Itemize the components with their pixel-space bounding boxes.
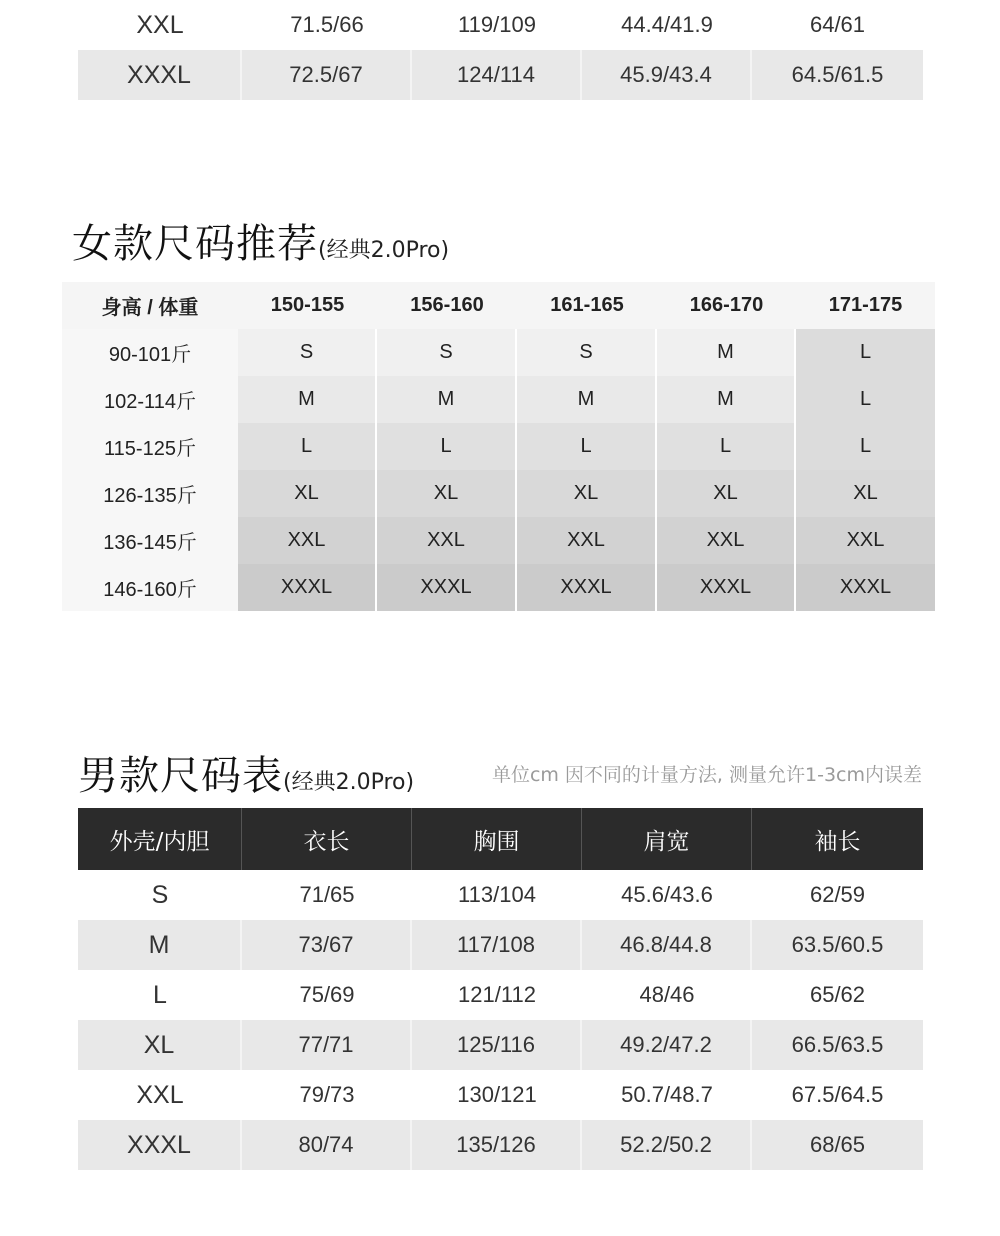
size-cell: S [377, 329, 517, 376]
header-cell-height: 171-175 [796, 282, 935, 329]
weight-label: 136-145斤 [62, 517, 238, 564]
table-row [78, 870, 923, 920]
table-row [62, 517, 935, 564]
women-recommendation-table [62, 282, 935, 611]
measurement-note: 单位cm 因不同的计量方法, 测量允许1-3cm内误差 [491, 764, 922, 786]
header-cell-height: 166-170 [657, 282, 796, 329]
men-title: 男款尺码表 [78, 753, 283, 799]
weight-label: 90-101斤 [62, 329, 238, 376]
sleeve-cell: 66.5/63.5 [752, 1020, 923, 1070]
length-cell: 77/71 [242, 1020, 412, 1070]
size-cell: XXL [136, 10, 184, 39]
size-cell: L [153, 980, 167, 1009]
sleeve-cell: 64/61 [809, 12, 866, 37]
length-cell: 72.5/67 [242, 50, 412, 100]
header-cell-height-weight: 身高 / 体重 [62, 282, 238, 329]
header-cell-sleeve: 袖长 [814, 828, 861, 855]
size-cell: XXL [136, 1080, 184, 1109]
table-row [62, 564, 935, 611]
men-size-table [78, 808, 923, 1170]
table-header-row [78, 808, 923, 870]
table-row [78, 1070, 923, 1120]
size-cell: M [238, 376, 377, 423]
header-cell-height: 156-160 [377, 282, 517, 329]
length-cell: 79/73 [299, 1082, 355, 1107]
sleeve-cell: 62/59 [809, 882, 866, 907]
size-cell: XL [657, 470, 796, 517]
table-row [62, 423, 935, 470]
sleeve-cell: 64.5/61.5 [752, 50, 923, 100]
shoulder-cell: 52.2/50.2 [582, 1120, 752, 1170]
size-cell: XL [78, 1020, 242, 1070]
weight-label: 146-160斤 [62, 564, 238, 611]
chest-cell: 130/121 [457, 1082, 537, 1107]
size-cell: L [796, 423, 935, 470]
size-cell: XXXL [78, 50, 242, 100]
size-cell: XXL [657, 517, 796, 564]
weight-label: 126-135斤 [62, 470, 238, 517]
table-row [78, 0, 923, 50]
size-cell: XXXL [377, 564, 517, 611]
shoulder-cell: 44.4/41.9 [621, 12, 713, 37]
men-section-heading [78, 744, 414, 801]
size-cell: XL [238, 470, 377, 517]
length-cell: 75/69 [299, 982, 355, 1007]
chest-cell: 125/116 [412, 1020, 582, 1070]
size-cell: XXXL [796, 564, 935, 611]
size-cell: M [657, 329, 796, 376]
shoulder-cell: 50.7/48.7 [621, 1082, 713, 1107]
size-cell: L [377, 423, 517, 470]
previous-size-table-continuation [78, 0, 923, 100]
size-cell: XXXL [517, 564, 657, 611]
size-cell: XXXL [657, 564, 796, 611]
table-row [78, 1120, 923, 1170]
header-cell-height: 150-155 [238, 282, 377, 329]
table-row [78, 1020, 923, 1070]
table-row [78, 970, 923, 1020]
chest-cell: 124/114 [412, 50, 582, 100]
size-cell: XXXL [78, 1120, 242, 1170]
weight-label: 115-125斤 [62, 423, 238, 470]
shoulder-cell: 45.6/43.6 [621, 882, 713, 907]
size-cell: L [238, 423, 377, 470]
women-title: 女款尺码推荐 [72, 221, 318, 267]
header-cell-chest: 胸围 [412, 808, 582, 870]
size-cell: XL [377, 470, 517, 517]
length-cell: 71.5/66 [290, 12, 364, 37]
size-cell: S [151, 880, 169, 909]
table-header-row [62, 282, 935, 329]
size-cell: XXL [377, 517, 517, 564]
sleeve-cell: 63.5/60.5 [752, 920, 923, 970]
size-cell: XL [796, 470, 935, 517]
size-cell: L [796, 376, 935, 423]
size-cell: L [657, 423, 796, 470]
table-row [62, 329, 935, 376]
size-cell: XXXL [238, 564, 377, 611]
header-cell-size: 外壳/内胆 [78, 808, 242, 870]
chest-cell: 117/108 [412, 920, 582, 970]
size-cell: XXL [796, 517, 935, 564]
size-cell: M [657, 376, 796, 423]
size-cell: XL [517, 470, 657, 517]
header-cell-shoulder: 肩宽 [582, 808, 752, 870]
size-cell: L [517, 423, 657, 470]
table-row [78, 920, 923, 970]
size-cell: XXL [238, 517, 377, 564]
size-cell: M [517, 376, 657, 423]
size-cell: S [238, 329, 377, 376]
women-subtitle: (经典2.0Pro) [318, 238, 450, 263]
table-row [78, 50, 923, 100]
size-cell: XXL [517, 517, 657, 564]
table-row [62, 470, 935, 517]
chest-cell: 135/126 [412, 1120, 582, 1170]
sleeve-cell: 67.5/64.5 [791, 1082, 884, 1107]
weight-label: 102-114斤 [62, 376, 238, 423]
table-row [62, 376, 935, 423]
size-cell: S [517, 329, 657, 376]
shoulder-cell: 48/46 [639, 982, 695, 1007]
men-subtitle: (经典2.0Pro) [283, 770, 415, 795]
chest-cell: 113/104 [458, 882, 536, 907]
sleeve-cell: 65/62 [809, 982, 866, 1007]
length-cell: 80/74 [242, 1120, 412, 1170]
length-cell: 71/65 [299, 882, 355, 907]
shoulder-cell: 49.2/47.2 [582, 1020, 752, 1070]
chest-cell: 121/112 [458, 982, 536, 1007]
size-cell: M [377, 376, 517, 423]
length-cell: 73/67 [242, 920, 412, 970]
shoulder-cell: 46.8/44.8 [582, 920, 752, 970]
shoulder-cell: 45.9/43.4 [582, 50, 752, 100]
size-cell: M [78, 920, 242, 970]
sleeve-cell: 68/65 [752, 1120, 923, 1170]
chest-cell: 119/109 [458, 12, 536, 37]
header-cell-length: 衣长 [242, 808, 412, 870]
size-cell: L [796, 329, 935, 376]
women-section-heading [72, 212, 449, 269]
header-cell-height: 161-165 [517, 282, 657, 329]
